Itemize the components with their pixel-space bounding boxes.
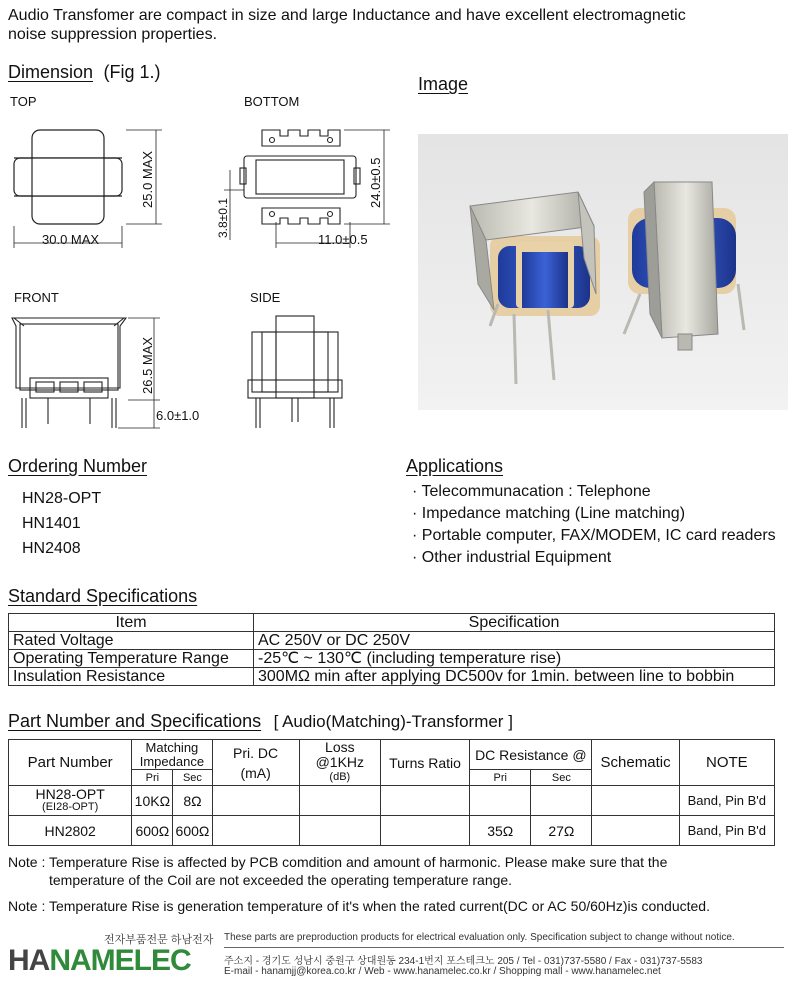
table-row [9, 632, 775, 650]
part-number: HN2802 [44, 822, 96, 839]
cell-dc-sec [531, 786, 592, 816]
logo-n: N [49, 944, 71, 977]
ordering-item: HN28-OPT [22, 490, 102, 507]
cell-turns [380, 816, 469, 846]
part-number-sub: (EI28-OPT) [42, 800, 99, 813]
view-label-top: TOP [10, 94, 37, 109]
spec-value: AC 250V or DC 250V [254, 632, 775, 650]
cell-dc-pri [470, 786, 531, 816]
partspec-subtitle: [ Audio(Matching)-Transformer ] [273, 712, 513, 731]
side-view-drawing [248, 316, 342, 428]
header-schematic: Schematic [592, 740, 679, 786]
part-spec-table [8, 739, 775, 846]
spec-item: Rated Voltage [9, 632, 254, 650]
cell-pri-dc [212, 786, 299, 816]
cell-part [9, 816, 132, 846]
logo-amelec: AMELEC [70, 944, 191, 977]
cell-loss [299, 816, 380, 846]
spec-item: Insulation Resistance [9, 668, 254, 686]
application-item: · Impedance matching (Line matching) [412, 505, 686, 522]
header-turns-ratio: Turns Ratio [380, 740, 469, 786]
intro-line-2: noise suppression properties. [8, 26, 218, 43]
header-item: Item [9, 614, 254, 632]
dimension-heading [8, 62, 161, 83]
cell-imp-sec: 8Ω [173, 786, 212, 816]
cell-imp-pri: 10KΩ [132, 786, 173, 816]
product-photo [418, 134, 788, 410]
dimension-drawings [0, 110, 400, 440]
intro-line-1: Audio Transfomer are compact in size and large Inductance and have excellent electromagnetic [8, 7, 686, 24]
ordering-item: HN2408 [22, 540, 81, 557]
header-loss-label: Loss [325, 739, 355, 755]
intro-text [8, 6, 788, 44]
application-item: · Telecommunacation : Telephone [412, 483, 651, 500]
ordering-item: HN1401 [22, 515, 81, 532]
table-row [9, 650, 775, 668]
cell-note: Band, Pin B'd [679, 786, 774, 816]
applications-title: Applications [406, 456, 504, 476]
footer-contact: E-mail - hanamjj@korea.co.kr / Web - www.hanamelec.co.kr / Shopping mall - www.hanamelec.net [224, 966, 661, 977]
footer-address: 주소지 - 경기도 성남시 중원구 상대원동 234-1번지 포스테크노 205 / Tel - 031)737-5580 / Fax - 031)737-5583 [224, 956, 703, 967]
dim-top-height: 25.0 MAX [140, 150, 155, 208]
footer-korean-tag: 전자부품전문 하남전자 [104, 934, 214, 946]
partspec-title: Part Number and Specifications [8, 711, 262, 731]
header-dc-resistance: DC Resistance @ [470, 740, 592, 770]
dim-bottom-height: 24.0±0.5 [368, 157, 383, 208]
standard-spec-table [8, 613, 775, 686]
dim-bottom-width: 11.0±0.5 [318, 232, 368, 247]
table-header-row [9, 740, 775, 770]
cell-imp-sec: 600Ω [173, 816, 212, 846]
header-matching-impedance [132, 740, 212, 770]
note-1-line-2: temperature of the Coil are not exceeded the operating temperature range. [49, 872, 513, 888]
dimension-title: Dimension [8, 62, 94, 82]
footer-disclaimer: These parts are preproduction products for electrical evaluation only. Specification subject to change without notice. [224, 932, 735, 943]
note-2: Note : Temperature Rise is generation temperature of it's when the rated current(DC or AC 50/60Hz)is conducted. [8, 898, 710, 914]
front-view-drawing [12, 318, 160, 428]
cell-part [9, 786, 132, 816]
header-1khz: @1KHz [315, 754, 365, 770]
header-dc-pri: Pri [470, 770, 531, 786]
dim-bottom-left: 3.8±0.1 [216, 198, 230, 238]
header-ma: (mA) [240, 764, 271, 781]
image-title: Image [418, 74, 469, 94]
cell-schematic [592, 786, 679, 816]
part-number: HN28-OPT [35, 785, 105, 802]
note-1-line-1: Note : Temperature Rise is affected by PCB comdition and amount of harmonic. Please make sure that the [8, 854, 668, 870]
applications-list [412, 481, 776, 569]
view-label-side: SIDE [250, 290, 281, 305]
cell-loss [299, 786, 380, 816]
table-row [9, 668, 775, 686]
header-dc-sec: Sec [531, 770, 592, 786]
ordering-list [22, 486, 101, 561]
spec-value: 300MΩ min after applying DC500v for 1min. between line to bobbin [254, 668, 775, 686]
header-part-number: Part Number [9, 740, 132, 786]
partspec-heading [8, 711, 513, 732]
dim-front-height: 26.5 MAX [140, 336, 155, 394]
cell-dc-pri: 35Ω [470, 816, 531, 846]
view-label-front: FRONT [14, 290, 59, 305]
standard-title: Standard Specifications [8, 586, 198, 606]
header-impedance: Impedance [139, 753, 205, 769]
header-imp-sec: Sec [173, 770, 212, 786]
spec-item: Operating Temperature Range [9, 650, 254, 668]
header-loss [299, 740, 380, 786]
footer [8, 928, 793, 994]
view-label-bottom: BOTTOM [244, 94, 300, 109]
header-specification: Specification [254, 614, 775, 632]
spec-value: -25℃ ~ 130℃ (including temperature rise) [254, 650, 775, 668]
header-pri-dc [212, 740, 299, 786]
logo-ha: HA [8, 944, 50, 977]
header-pri-dc-label: Pri. DC [233, 744, 279, 761]
cell-dc-sec: 27Ω [531, 816, 592, 846]
cell-imp-pri: 600Ω [132, 816, 173, 846]
company-logo [8, 944, 191, 978]
bottom-view-drawing [224, 130, 390, 248]
notes [8, 853, 793, 915]
ordering-title: Ordering Number [8, 456, 148, 476]
cell-turns [380, 786, 469, 816]
cell-note: Band, Pin B'd [679, 816, 774, 846]
header-imp-pri: Pri [132, 770, 173, 786]
footer-divider [224, 947, 784, 948]
dimension-fig: (Fig 1.) [103, 62, 161, 82]
cell-pri-dc [212, 816, 299, 846]
table-header-row [9, 614, 775, 632]
cell-schematic [592, 816, 679, 846]
dim-front-pin: 6.0±1.0 [156, 408, 200, 423]
application-item: · Other industrial Equipment [412, 549, 612, 566]
table-row [9, 816, 775, 846]
header-matching: Matching [145, 739, 199, 755]
table-row [9, 786, 775, 816]
header-note: NOTE [679, 740, 774, 786]
application-item: · Portable computer, FAX/MODEM, IC card readers [412, 527, 776, 544]
dim-top-width: 30.0 MAX [42, 232, 100, 247]
header-db: (dB) [329, 771, 351, 783]
